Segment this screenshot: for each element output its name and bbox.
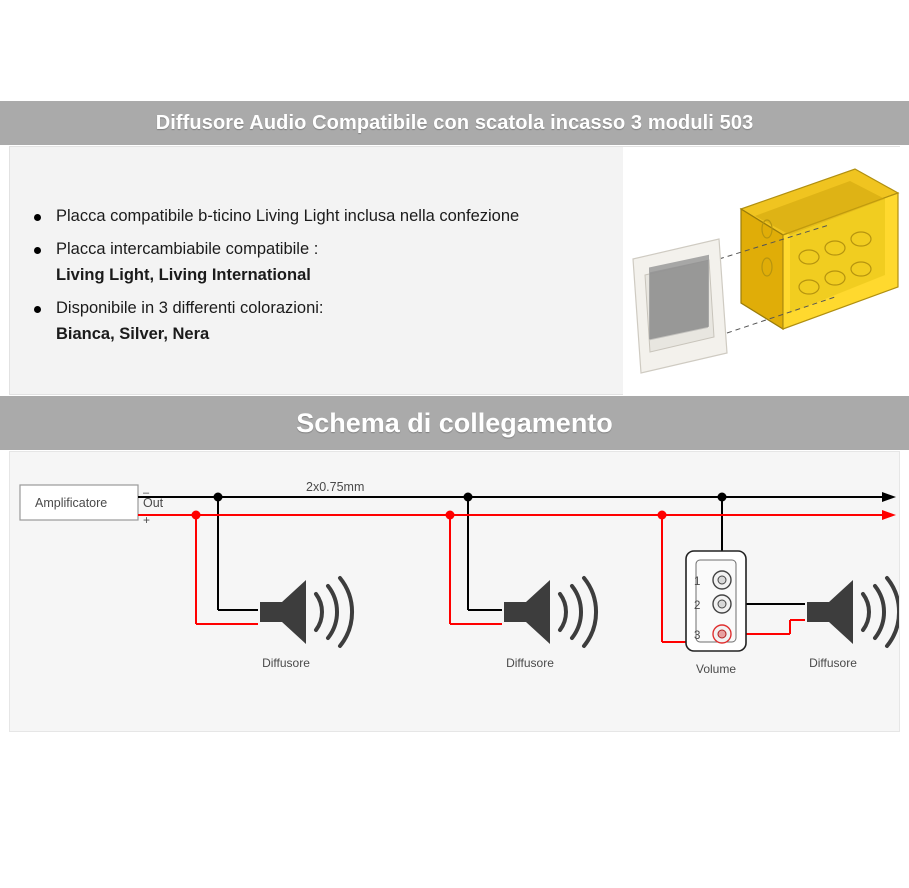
feature-subtext: Bianca, Silver, Nera — [56, 324, 210, 343]
speaker-3-label: Diffusore — [809, 656, 857, 670]
wiring-diagram-panel — [9, 451, 900, 732]
amplifier-plus-label: + — [143, 513, 151, 527]
list-item — [20, 205, 620, 229]
product-title-bar — [0, 101, 909, 145]
features-panel — [9, 146, 900, 395]
feature-list — [20, 205, 620, 356]
volume-terminal-3-label: 3 — [694, 630, 701, 642]
speaker-2-label: Diffusore — [506, 656, 554, 670]
feature-text: Placca intercambiabile compatibile : — [56, 239, 319, 258]
amplifier-minus-label: – — [143, 487, 150, 499]
product-photo — [623, 147, 901, 396]
cable-gauge-label: 2x0.75mm — [306, 480, 365, 494]
wiring-diagram — [10, 452, 899, 731]
list-item — [20, 238, 620, 288]
volume-terminal-2-label: 2 — [694, 600, 701, 612]
amplifier-block — [20, 485, 138, 520]
amplifier-label: Amplificatore — [35, 496, 108, 510]
list-item — [20, 297, 620, 347]
white-faceplate-illustration — [633, 239, 727, 373]
amplifier-out-label: Out — [143, 496, 164, 510]
speaker-1-label: Diffusore — [262, 656, 310, 670]
feature-subtext: Living Light, Living International — [56, 265, 311, 284]
page-title: Diffusore Audio Compatibile con scatola incasso 3 moduli 503 — [155, 111, 754, 134]
feature-text: Placca compatibile b-ticino Living Light inclusa nella confezione — [56, 207, 520, 225]
volume-label: Volume — [695, 662, 737, 676]
volume-terminal-1-label: 1 — [694, 576, 701, 588]
schema-title-bar — [0, 396, 909, 450]
schema-title: Schema di collegamento — [296, 407, 613, 438]
feature-text: Disponibile in 3 differenti colorazioni: — [56, 298, 324, 317]
